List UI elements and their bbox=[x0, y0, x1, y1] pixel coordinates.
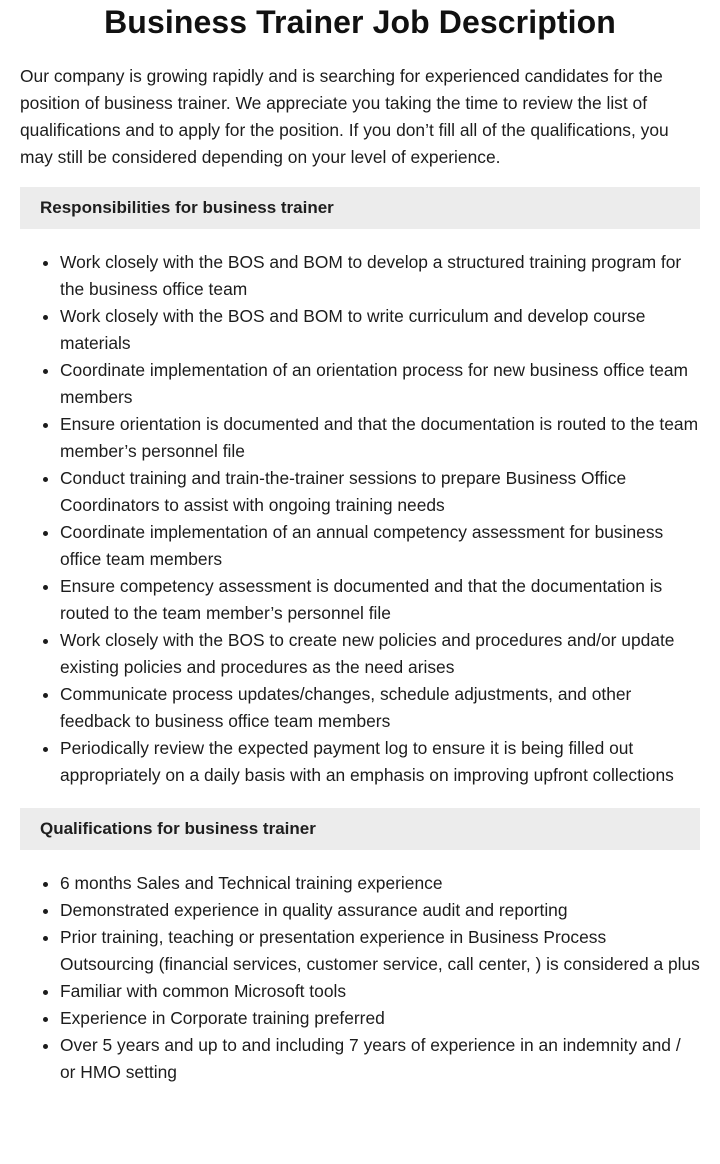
qualifications-header: Qualifications for business trainer bbox=[20, 808, 700, 850]
list-item bbox=[60, 897, 700, 924]
bullet-icon bbox=[43, 936, 48, 941]
bullet-icon bbox=[43, 882, 48, 887]
bullet-icon bbox=[43, 369, 48, 374]
qualifications-list bbox=[20, 870, 700, 1086]
list-item bbox=[60, 681, 700, 735]
list-item-text: Work closely with the BOS to create new policies and procedures and/or update existing policies and procedures as the need arises bbox=[60, 630, 675, 677]
list-item bbox=[60, 627, 700, 681]
bullet-icon bbox=[43, 693, 48, 698]
list-item-text: Coordinate implementation of an orientation process for new business office team members bbox=[60, 360, 689, 407]
responsibilities-header: Responsibilities for business trainer bbox=[20, 187, 700, 229]
bullet-icon bbox=[43, 531, 48, 536]
bullet-icon bbox=[43, 261, 48, 266]
list-item-text: Ensure competency assessment is documented and that the documentation is routed to the team member’s personnel file bbox=[60, 576, 663, 623]
bullet-icon bbox=[43, 315, 48, 320]
bullet-icon bbox=[43, 909, 48, 914]
list-item bbox=[60, 465, 700, 519]
bullet-icon bbox=[43, 477, 48, 482]
list-item bbox=[60, 735, 700, 789]
bullet-icon bbox=[43, 990, 48, 995]
intro-paragraph: Our company is growing rapidly and is searching for experienced candidates for the position of business trainer. We appreciate you taking the time to review the list of qualifications and to apply for the position. If you don’t fill all of the qualifications, you may still be considered depending on your level of experience. bbox=[20, 66, 669, 167]
list-item-text: 6 months Sales and Technical training experience bbox=[60, 873, 443, 893]
list-item-text: Communicate process updates/changes, schedule adjustments, and other feedback to business office team members bbox=[60, 684, 632, 731]
list-item bbox=[60, 573, 700, 627]
list-item bbox=[60, 519, 700, 573]
responsibilities-list bbox=[20, 249, 700, 789]
list-item-text: Work closely with the BOS and BOM to develop a structured training program for the business office team bbox=[60, 252, 682, 299]
bullet-icon bbox=[43, 639, 48, 644]
list-item bbox=[60, 978, 700, 1005]
list-item bbox=[60, 357, 700, 411]
list-item-text: Prior training, teaching or presentation experience in Business Process Outsourcing (financial services, customer service, call center, ) is considered a plus bbox=[60, 927, 700, 974]
bullet-icon bbox=[43, 423, 48, 428]
list-item bbox=[60, 924, 700, 978]
list-item bbox=[60, 303, 700, 357]
list-item-text: Ensure orientation is documented and that the documentation is routed to the team member’s personnel file bbox=[60, 414, 699, 461]
list-item-text: Periodically review the expected payment log to ensure it is being filled out appropriately on a daily basis with an emphasis on improving upfront collections bbox=[60, 738, 674, 785]
bullet-icon bbox=[43, 1044, 48, 1049]
bullet-icon bbox=[43, 747, 48, 752]
list-item bbox=[60, 1032, 700, 1086]
list-item bbox=[60, 411, 700, 465]
list-item bbox=[60, 870, 700, 897]
list-item-text: Demonstrated experience in quality assurance audit and reporting bbox=[60, 900, 568, 920]
list-item-text: Work closely with the BOS and BOM to write curriculum and develop course materials bbox=[60, 306, 646, 353]
list-item-text: Over 5 years and up to and including 7 years of experience in an indemnity and / or HMO setting bbox=[60, 1035, 681, 1082]
bullet-icon bbox=[43, 585, 48, 590]
page-title: Business Trainer Job Description bbox=[104, 4, 616, 40]
list-item-text: Familiar with common Microsoft tools bbox=[60, 981, 347, 1001]
list-item-text: Conduct training and train-the-trainer sessions to prepare Business Office Coordinators to assist with ongoing training needs bbox=[60, 468, 627, 515]
list-item bbox=[60, 1005, 700, 1032]
list-item-text: Experience in Corporate training preferred bbox=[60, 1008, 385, 1028]
list-item-text: Coordinate implementation of an annual competency assessment for business office team members bbox=[60, 522, 664, 569]
bullet-icon bbox=[43, 1017, 48, 1022]
list-item bbox=[60, 249, 700, 303]
